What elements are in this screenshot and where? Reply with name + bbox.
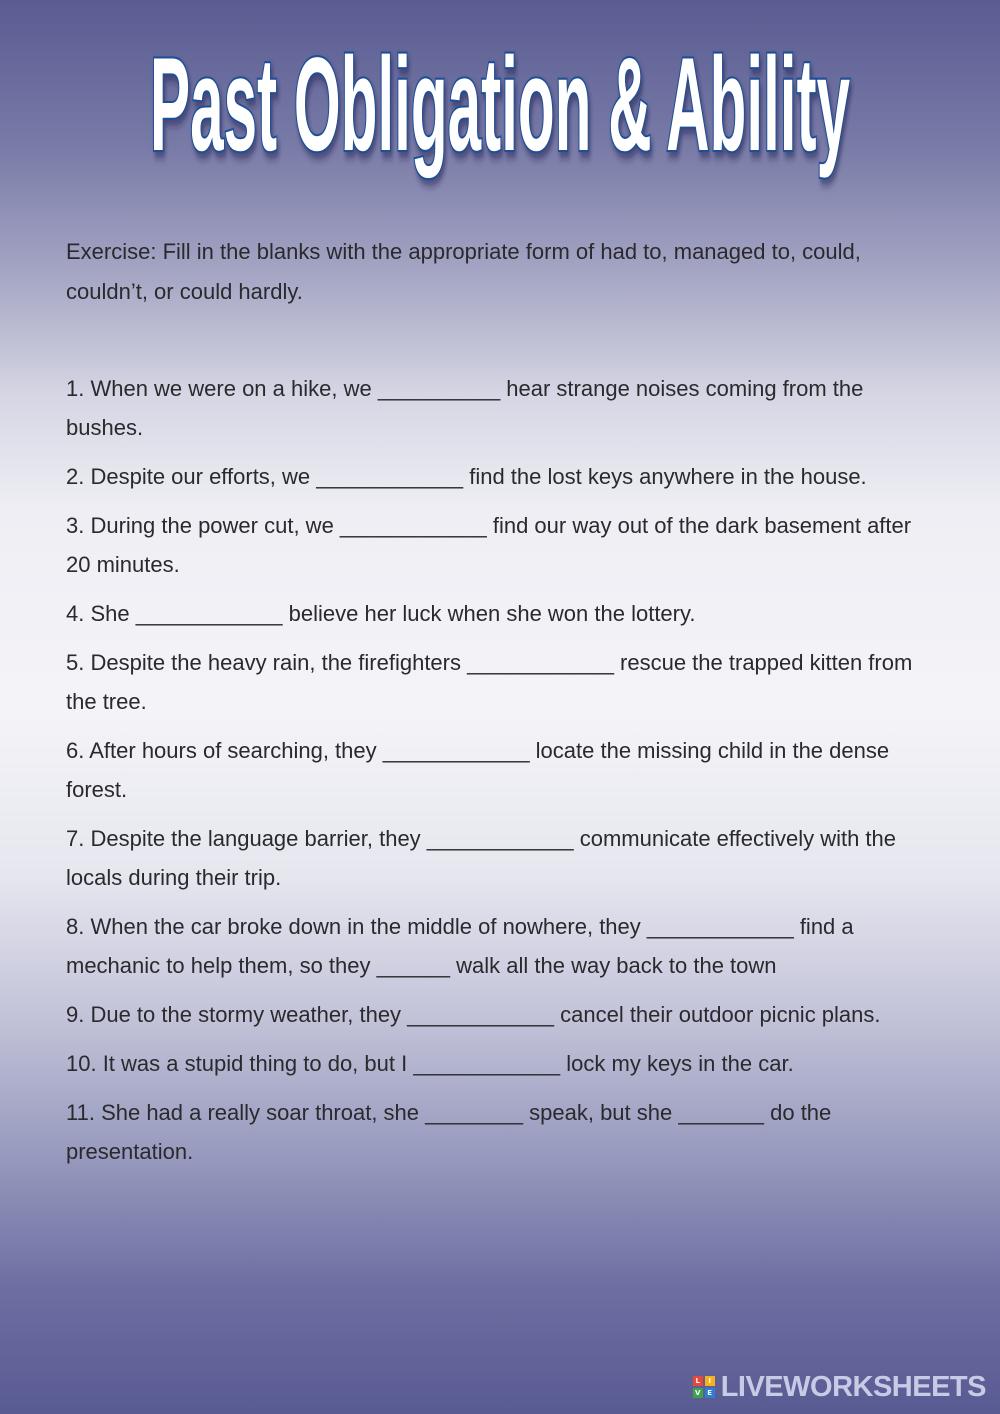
question-item-7: 7. Despite the language barrier, they ____________ communicate effectively with the locals during their trip.	[66, 826, 897, 890]
liveworksheets-logo	[693, 1370, 986, 1404]
question-list	[66, 369, 924, 1181]
title-svg	[0, 0, 1000, 220]
page-title: Past Obligation & Ability	[149, 30, 851, 179]
logo-letter-l: L	[693, 1376, 703, 1386]
question-item-11: 11. She had a really soar throat, she ________ speak, but she _______ do the presentation.	[66, 1100, 832, 1164]
question-item-1: 1. When we were on a hike, we __________ hear strange noises coming from the bushes.	[66, 376, 864, 440]
logo-letter-i: I	[705, 1376, 715, 1386]
question-item-8: 8. When the car broke down in the middle of nowhere, they ____________ find a mechanic to help them, so they ______ walk all the way back to the town	[66, 914, 854, 978]
question-item-10: 10. It was a stupid thing to do, but I ____________ lock my keys in the car.	[66, 1051, 794, 1076]
logo-letter-e: E	[705, 1388, 715, 1398]
question-item-6: 6. After hours of searching, they ____________ locate the missing child in the dense forest.	[66, 738, 890, 802]
question-item-4: 4. She ____________ believe her luck when she won the lottery.	[66, 601, 696, 626]
question-item-5: 5. Despite the heavy rain, the firefighters ____________ rescue the trapped kitten from the tree.	[66, 650, 913, 714]
title-banner	[0, 0, 1000, 220]
logo-mark-icon	[693, 1376, 715, 1398]
logo-text: LIVEWORKSHEETS	[720, 1370, 986, 1403]
question-item-9: 9. Due to the stormy weather, they ____________ cancel their outdoor picnic plans.	[66, 1002, 881, 1027]
question-item-3: 3. During the power cut, we ____________ find our way out of the dark basement after 20 minutes.	[66, 513, 912, 577]
question-item-2: 2. Despite our efforts, we ____________ find the lost keys anywhere in the house.	[66, 464, 867, 489]
exercise-instructions: Exercise: Fill in the blanks with the appropriate form of had to, managed to, could, couldn’t, or could hardly.	[66, 239, 861, 304]
logo-letter-v: V	[693, 1388, 703, 1398]
